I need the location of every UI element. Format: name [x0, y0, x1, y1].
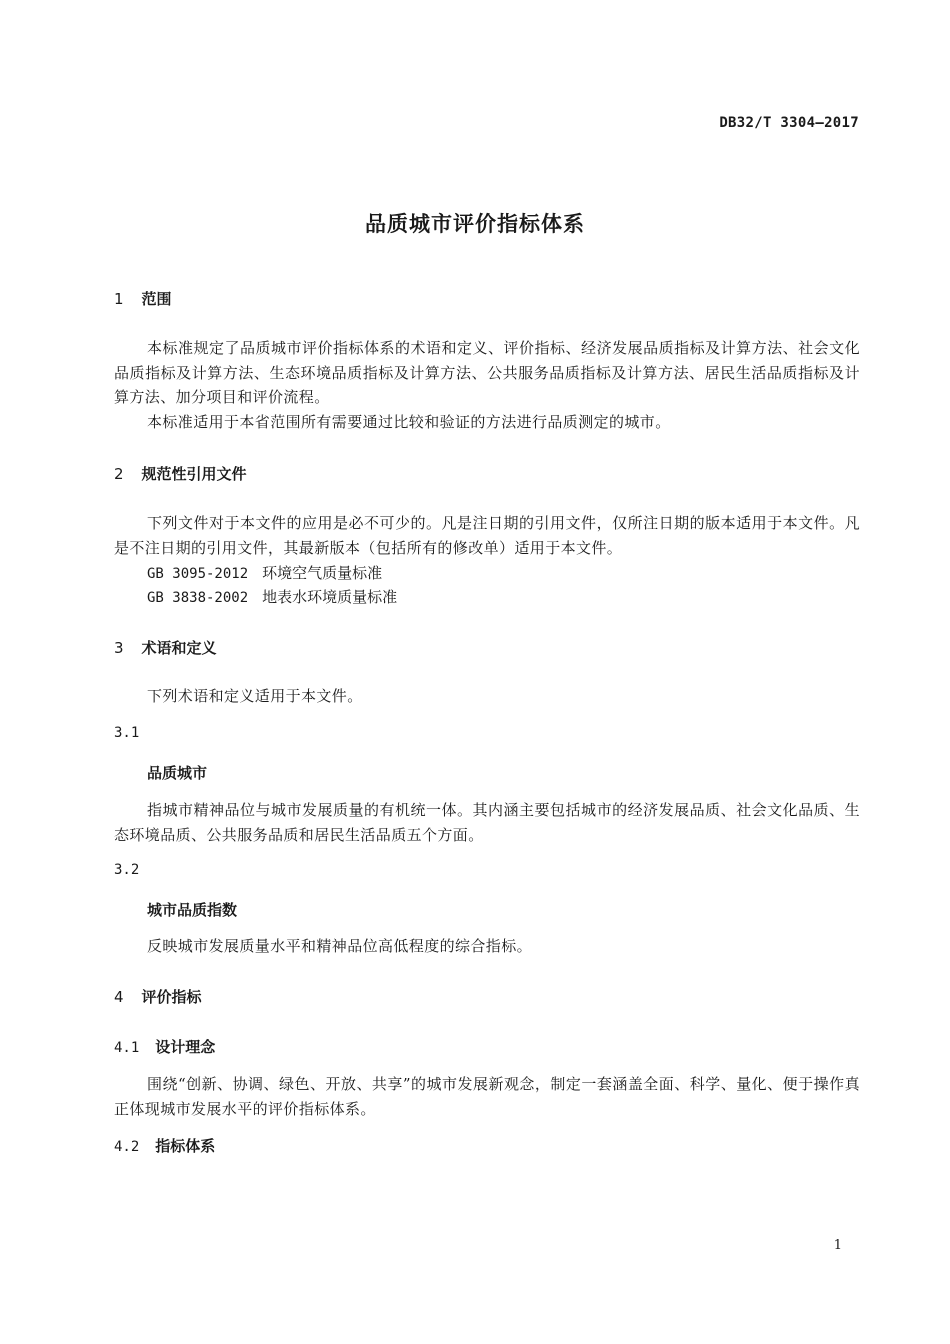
term-3-2-title: 城市品质指数: [147, 901, 238, 919]
section-4-1-title: 设计理念: [155, 1038, 216, 1056]
term-3-2-number: 3.2: [114, 862, 140, 878]
reference-code: GB 3095-2012: [147, 566, 249, 582]
section-1-title: 范围: [141, 290, 172, 308]
reference-name: 环境空气质量标准: [262, 564, 383, 582]
section-3-number: 3: [114, 639, 124, 657]
section-4-2-number: 4.2: [114, 1139, 140, 1155]
reference-code: GB 3838-2002: [147, 590, 249, 606]
section-4-1-heading: [114, 1036, 215, 1057]
document-title: 品质城市评价指标体系: [365, 212, 585, 236]
reference-name: 地表水环境质量标准: [262, 588, 398, 606]
section-4-heading: [114, 986, 202, 1007]
term-3-2-definition: 反映城市发展质量水平和精神品位高低程度的综合指标。: [147, 937, 533, 955]
section-1-paragraph-1: 本标准规定了品质城市评价指标体系的术语和定义、评价指标、经济发展品质指标及计算方法、社会文化品质指标及计算方法、生态环境品质指标及计算方法、公共服务品质指标及计算方法、居民生活品质指标及计算方法、加分项目和评价流程。: [114, 339, 860, 406]
term-3-1-title: 品质城市: [147, 764, 208, 782]
section-1-number: 1: [114, 290, 124, 308]
section-2-number: 2: [114, 465, 124, 483]
section-2-paragraph-1: 下列文件对于本文件的应用是必不可少的。凡是注日期的引用文件，仅所注日期的版本适用于本文件。凡是不注日期的引用文件，其最新版本（包括所有的修改单）适用于本文件。: [114, 514, 860, 557]
section-4-title: 评价指标: [141, 988, 202, 1006]
term-3-1-definition: 指城市精神品位与城市发展质量的有机统一体。其内涵主要包括城市的经济发展品质、社会文化品质、生态环境品质、公共服务品质和居民生活品质五个方面。: [114, 801, 860, 844]
section-1-paragraph-2: 本标准适用于本省范围所有需要通过比较和验证的方法进行品质测定的城市。: [147, 413, 671, 431]
section-3-title: 术语和定义: [141, 639, 217, 657]
section-2-title: 规范性引用文件: [141, 465, 247, 483]
standard-code: DB32/T 3304—2017: [719, 115, 859, 131]
section-4-2-heading: [114, 1135, 215, 1156]
reference-item: [147, 562, 382, 583]
section-4-2-title: 指标体系: [155, 1137, 216, 1155]
page-number: 1: [833, 1238, 842, 1253]
section-4-1-number: 4.1: [114, 1040, 140, 1056]
section-1-heading: [114, 288, 172, 309]
section-4-number: 4: [114, 988, 124, 1006]
reference-item: [147, 586, 397, 607]
section-4-1-paragraph: 围绕“创新、协调、绿色、开放、共享”的城市发展新观念，制定一套涵盖全面、科学、量化、便于操作真正体现城市发展水平的评价指标体系。: [114, 1075, 860, 1118]
section-3-paragraph-1: 下列术语和定义适用于本文件。: [147, 687, 363, 705]
section-2-heading: [114, 463, 247, 484]
section-3-heading: [114, 637, 217, 658]
term-3-1-number: 3.1: [114, 725, 140, 741]
